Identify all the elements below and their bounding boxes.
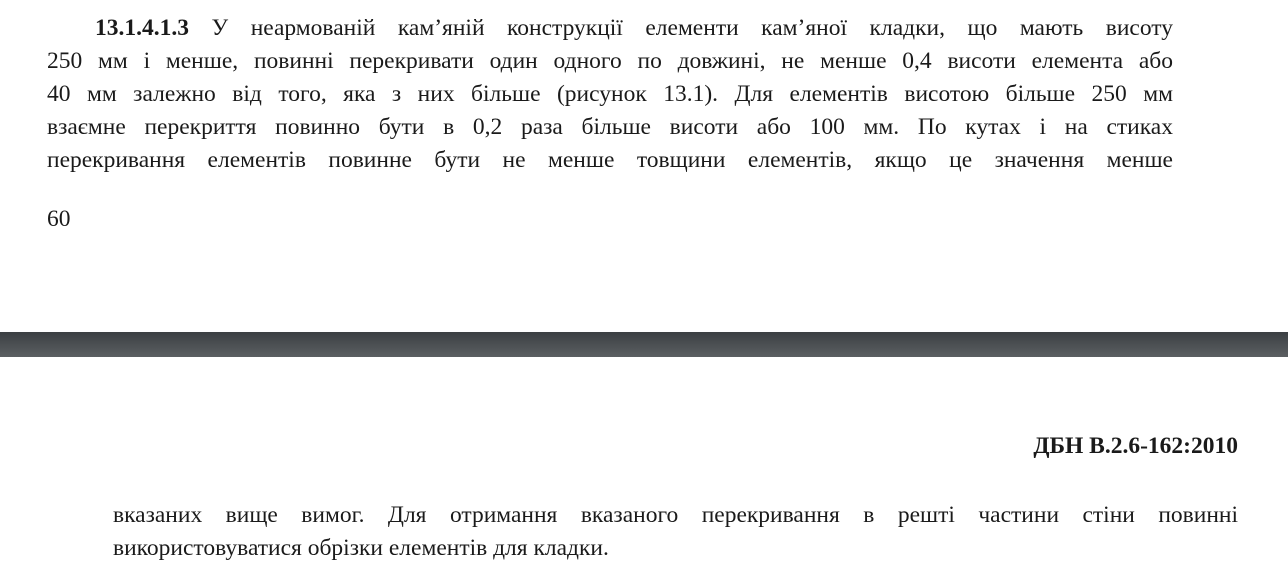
clause-paragraph xyxy=(47,12,1173,177)
paragraph-line: 250 мм і менше, повинні перекривати один одного по довжині, не менше 0,4 висоти елемента або xyxy=(47,48,1173,74)
page-separator xyxy=(0,332,1288,357)
paragraph-line: 40 мм залежно від того, яка з них більше (рисунок 13.1). Для елементів висотою більше 250 мм xyxy=(47,81,1173,107)
paragraph-line: використовуватися обрізки елементів для кладки. xyxy=(113,535,609,561)
document-code-header: ДБН В.2.6-162:2010 xyxy=(1033,433,1238,459)
paragraph-line: вказаних вище вимог. Для отримання вказаного перекривання в решті частини стіни повинні xyxy=(113,502,1238,528)
paragraph-line xyxy=(47,12,1173,45)
paragraph-line: взаємне перекриття повинно бути в 0,2 раза більше висоти або 100 мм. По кутах і на стиках xyxy=(47,114,1173,140)
clause-number: 13.1.4.1.3 xyxy=(95,15,189,41)
continuation-paragraph xyxy=(113,499,1238,565)
paragraph-line-text: У неармованій кам’яній конструкції елементи кам’яної кладки, що мають висоту xyxy=(211,15,1173,41)
paragraph-line: перекривання елементів повинне бути не менше товщини елементів, якщо це значення менше xyxy=(47,147,1173,173)
page-number: 60 xyxy=(47,206,71,232)
